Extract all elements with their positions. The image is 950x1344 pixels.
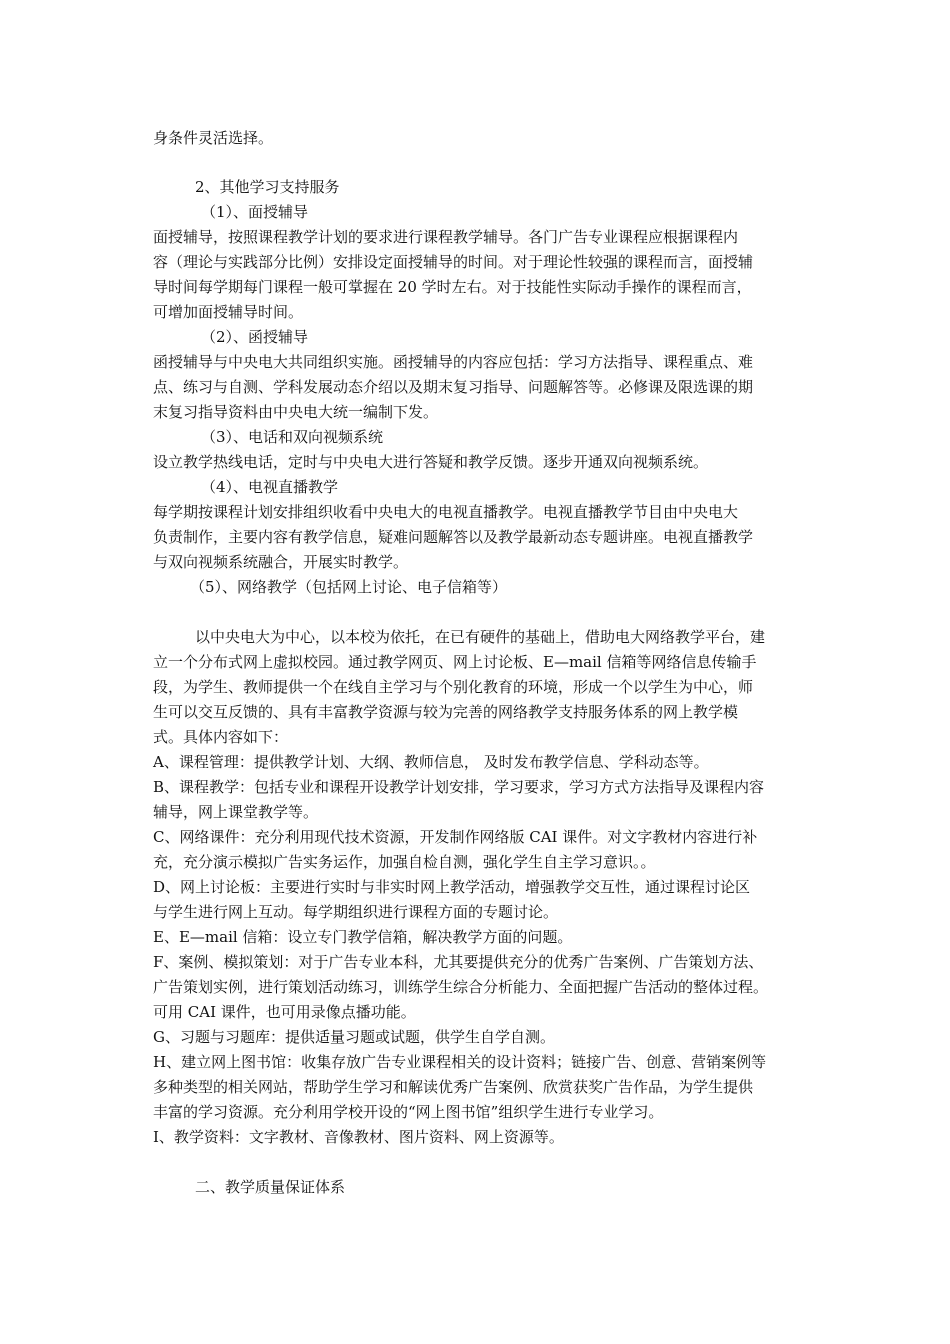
text-line: 每学期按课程计划安排组织收看中央电大的电视直播教学。电视直播教学节目由中央电大 (153, 503, 739, 521)
text-line: 以中央电大为中心，以本校为依托，在已有硬件的基础上，借助电大网络教学平台，建 (195, 628, 766, 646)
text-line: 末复习指导资料由中央电大统一编制下发。 (153, 403, 439, 421)
text-line: 点、练习与自测、学科发展动态介绍以及期末复习指导、问题解答等。必修课及限选课的期 (153, 378, 754, 396)
text-line: 立一个分布式网上虚拟校园。通过教学网页、网上讨论板、E—mail 信箱等网络信息传输手 (153, 653, 757, 671)
subsection-heading: （2）、函授辅导 (201, 328, 309, 346)
text-line: 负责制作，主要内容有教学信息，疑难问题解答以及教学最新动态专题讲座。电视直播教学 (153, 528, 754, 546)
text-line: 充，充分演示模拟广告实务运作，加强自检自测，强化学生自主学习意识。。 (153, 853, 656, 871)
subsection-heading: （3）、电话和双向视频系统 (201, 428, 384, 446)
text-line: 广告策划实例，进行策划活动练习，训练学生综合分析能力、全面把握广告活动的整体过程。 (153, 978, 769, 996)
list-item: I、教学资料：文字教材、音像教材、图片资料、网上资源等。 (153, 1128, 564, 1146)
section-heading: 2、其他学习支持服务 (195, 178, 340, 196)
text-line: 函授辅导与中央电大共同组织实施。函授辅导的内容应包括：学习方法指导、课程重点、难 (153, 353, 754, 371)
text-line: 辅导，网上课堂教学等。 (153, 803, 319, 821)
text-line: 导时间每学期每门课程一般可掌握在 20 学时左右。对于技能性实际动手操作的课程而言， (153, 278, 752, 296)
text-line: 设立教学热线电话，定时与中央电大进行答疑和教学反馈。逐步开通双向视频系统。 (153, 453, 709, 471)
text-line: 容（理论与实践部分比例）安排设定面授辅导的时间。对于理论性较强的课程而言，面授辅 (153, 253, 754, 271)
section-heading: 二、教学质量保证体系 (195, 1178, 346, 1196)
text-line: 身条件灵活选择。 (153, 129, 274, 147)
list-item: D、网上讨论板：主要进行实时与非实时网上教学活动，增强教学交互性，通过课程讨论区 (153, 878, 751, 896)
list-item: B、课程教学：包括专业和课程开设教学计划安排，学习要求，学习方式方法指导及课程内容 (153, 778, 765, 796)
text-line: 式。具体内容如下： (153, 728, 289, 746)
text-line: 生可以交互反馈的、具有丰富教学资源与较为完善的网络教学支持服务体系的网上教学模 (153, 703, 739, 721)
subsection-heading: （1）、面授辅导 (201, 203, 309, 221)
text-line: 丰富的学习资源。充分利用学校开设的“网上图书馆”组织学生进行专业学习。 (153, 1103, 664, 1121)
text-line: 与学生进行网上互动。每学期组织进行课程方面的专题讨论。 (153, 903, 559, 921)
subsection-heading: （4）、电视直播教学 (201, 478, 339, 496)
text-line: 与双向视频系统融合，开展实时教学。 (153, 553, 409, 571)
list-item: E、E—mail 信箱：设立专门教学信箱，解决教学方面的问题。 (153, 928, 573, 946)
text-line: 可用 CAI 课件，也可用录像点播功能。 (153, 1003, 416, 1021)
text-line: 面授辅导，按照课程教学计划的要求进行课程教学辅导。各门广告专业课程应根据课程内 (153, 228, 739, 246)
subsection-heading: （5）、网络教学（包括网上讨论、电子信箱等） (190, 578, 508, 596)
text-line: 段，为学生、教师提供一个在线自主学习与个别化教育的环境，形成一个以学生为中心，师 (153, 678, 754, 696)
list-item: F、案例、模拟策划：对于广告专业本科，尤其要提供充分的优秀广告案例、广告策划方法、 (153, 953, 764, 971)
text-line: 多种类型的相关网站，帮助学生学习和解读优秀广告案例、欣赏获奖广告作品，为学生提供 (153, 1078, 754, 1096)
list-item: H、建立网上图书馆：收集存放广告专业课程相关的设计资料；链接广告、创意、营销案例等 (153, 1053, 767, 1071)
list-item: C、网络课件：充分利用现代技术资源，开发制作网络版 CAI 课件。对文字教材内容进行补 (153, 828, 758, 846)
text-line: 可增加面授辅导时间。 (153, 303, 304, 321)
list-item: A、课程管理：提供教学计划、大纲、教师信息， 及时发布教学信息、学科动态等。 (153, 753, 709, 771)
list-item: G、习题与习题库：提供适量习题或试题，供学生自学自测。 (153, 1028, 555, 1046)
